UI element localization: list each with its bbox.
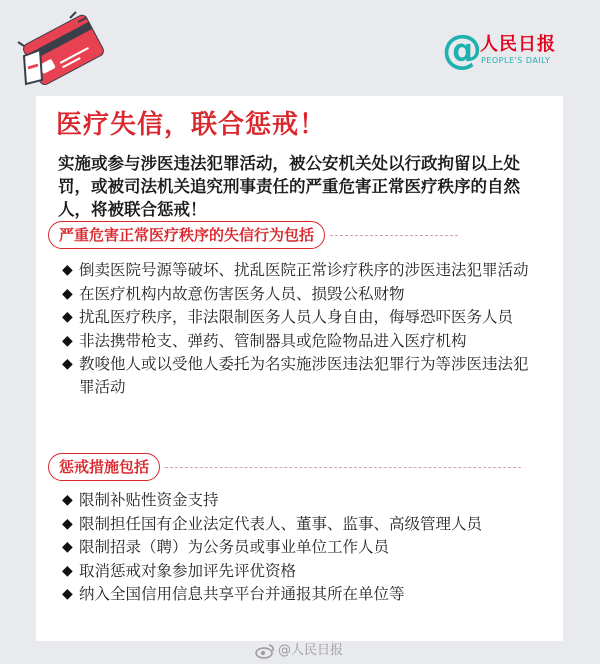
list-item-text: 取消惩戒对象参加评先评优资格 — [79, 561, 297, 580]
list-item-text: 非法携带枪支、弹药、管制器具或危险物品进入医疗机构 — [79, 331, 467, 350]
list-item — [62, 583, 542, 606]
header-bar — [0, 0, 600, 96]
list-item — [62, 536, 542, 559]
intro-paragraph: 实施或参与涉医违法犯罪活动，被公安机关处以行政拘留以上处罚，或被司法机关追究刑事责任的严重危害正常医疗秩序的自然人，将被联合惩戒！ — [58, 154, 520, 219]
list-item-text: 扰乱医疗秩序，非法限制医务人员人身自由，侮辱恐吓医务人员 — [79, 308, 514, 326]
section-heading-dishonest-behaviors — [48, 221, 325, 249]
list-item — [62, 259, 542, 282]
punishment-measures-list — [62, 489, 542, 607]
diamond-bullet-icon: ◆ — [62, 515, 73, 532]
brand-logo — [442, 27, 592, 74]
weibo-icon — [254, 643, 276, 659]
list-item-text: 限制招录（聘）为公务员或事业单位工作人员 — [79, 538, 390, 556]
section-heading-label: 惩戒措施包括 — [59, 458, 150, 476]
list-item — [62, 353, 542, 398]
diamond-bullet-icon: ◆ — [62, 356, 73, 372]
page-title: 医疗失信，联合惩戒！ — [56, 110, 327, 140]
section-heading-label: 严重危害正常医疗秩序的失信行为包括 — [59, 226, 315, 244]
diamond-bullet-icon: ◆ — [62, 262, 73, 278]
list-item-text: 倒卖医院号源等破坏、扰乱医院正常诊疗秩序的涉医违法犯罪活动 — [79, 261, 529, 279]
list-item — [62, 306, 542, 329]
diamond-bullet-icon: ◆ — [62, 309, 73, 325]
at-symbol-icon: @ — [442, 27, 482, 73]
list-item — [62, 330, 542, 353]
diamond-bullet-icon: ◆ — [62, 332, 73, 349]
watermark-text: @人民日报 — [278, 643, 344, 658]
list-item — [62, 513, 542, 536]
list-item-text: 限制补贴性资金支持 — [79, 491, 219, 509]
list-item — [62, 283, 542, 306]
credit-card-icon — [14, 10, 112, 88]
list-item — [62, 489, 542, 512]
list-item-text: 纳入全国信用信息共享平台并通报其所在单位等 — [79, 585, 405, 603]
list-item-text: 在医疗机构内故意伤害医务人员、损毁公私财物 — [79, 284, 405, 303]
content-panel — [36, 96, 563, 641]
brand-name: 人民日报 — [480, 34, 556, 55]
brand-english-name: PEOPLE'S DAILY — [481, 56, 551, 65]
list-item-text: 限制担任国有企业法定代表人、董事、监事、高级管理人员 — [79, 514, 483, 533]
diamond-bullet-icon: ◆ — [62, 586, 73, 602]
diamond-bullet-icon: ◆ — [62, 539, 73, 555]
list-item — [62, 560, 542, 583]
list-item-text: 教唆他人或以受他人委托为名实施涉医违法犯罪行为等涉医违法犯罪活动 — [79, 355, 529, 396]
diamond-bullet-icon: ◆ — [62, 562, 73, 579]
weibo-watermark — [254, 640, 343, 662]
section-heading-punishments — [48, 453, 160, 481]
dishonest-behaviors-list — [62, 259, 542, 399]
diamond-bullet-icon: ◆ — [62, 492, 73, 508]
diamond-bullet-icon: ◆ — [62, 285, 73, 302]
